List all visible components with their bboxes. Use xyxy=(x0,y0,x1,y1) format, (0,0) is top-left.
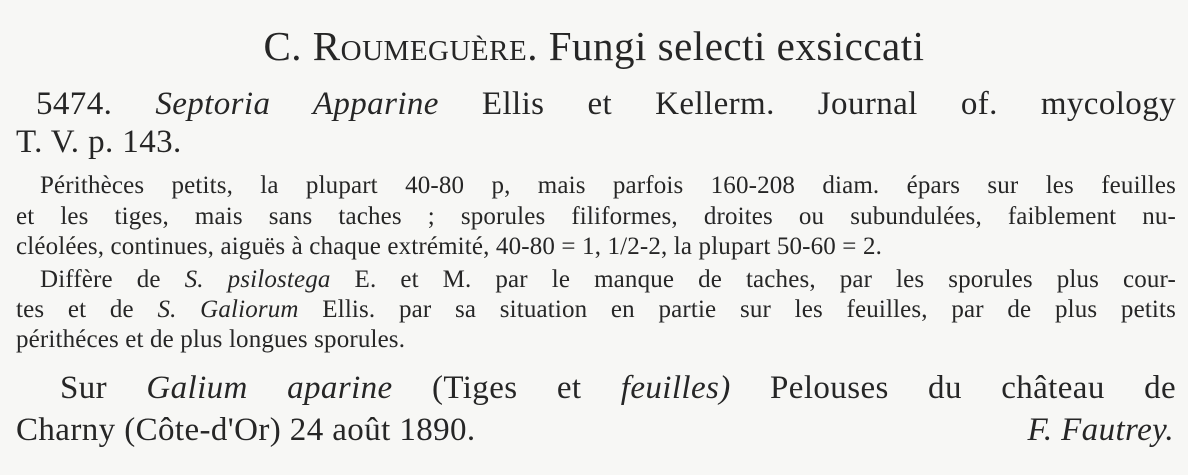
comparison-text: Ellis. par sa situation en partie sur les feuilles, par de plus petits xyxy=(322,296,1176,323)
species-name: Septoria Apparine xyxy=(155,86,439,122)
description-line-1: Périthèces petits, la plupart 40-80 p, mais parfois 160-208 diam. épars sur les feuilles xyxy=(40,172,1176,199)
locality-line-1 xyxy=(60,372,1176,405)
label-title xyxy=(0,23,1188,69)
collector-name: F. Fautrey. xyxy=(1027,412,1174,448)
description-line-2: et les tiges, mais sans taches ; sporules filiformes, droites ou subundulées, faiblement nu- xyxy=(16,203,1176,230)
entry-line xyxy=(36,88,1176,121)
comparison-line-2 xyxy=(16,297,1176,322)
comparison-species: S. psilostega xyxy=(184,266,331,293)
title-series: Fungi selecti exsiccati xyxy=(548,23,925,69)
locality-line-2: Charny (Côte-d'Or) 24 août 1890. xyxy=(16,412,476,448)
locality-text: (Tiges et xyxy=(431,370,582,406)
description-line-3: cléolées, continues, aiguës à chaque extrémité, 40-80 = 1, 1/2-2, la plupart 50-60 = 2. xyxy=(16,233,882,260)
species-authority: Ellis et Kellerm. Journal of. mycology xyxy=(481,86,1177,122)
comparison-text: tes et de xyxy=(16,296,134,323)
entry-reference: T. V. p. 143. xyxy=(16,124,182,160)
comparison-text: Diffère de xyxy=(40,266,161,293)
host-plant: Galium aparine xyxy=(146,370,393,406)
comparison-line-1 xyxy=(40,267,1176,292)
comparison-species: S. Galiorum xyxy=(157,296,299,323)
title-author: C. Roumeguère. xyxy=(263,23,538,69)
comparison-text: E. et M. par le manque de taches, par les sporules plus cour- xyxy=(354,266,1176,293)
entry-number: 5474. xyxy=(36,86,113,122)
locality-text: Sur xyxy=(60,370,108,406)
comparison-line-3: périthéces et de plus longues sporules. xyxy=(16,326,406,353)
locality-text: Pelouses du château de xyxy=(770,370,1177,406)
locality-text: feuilles) xyxy=(620,370,731,406)
